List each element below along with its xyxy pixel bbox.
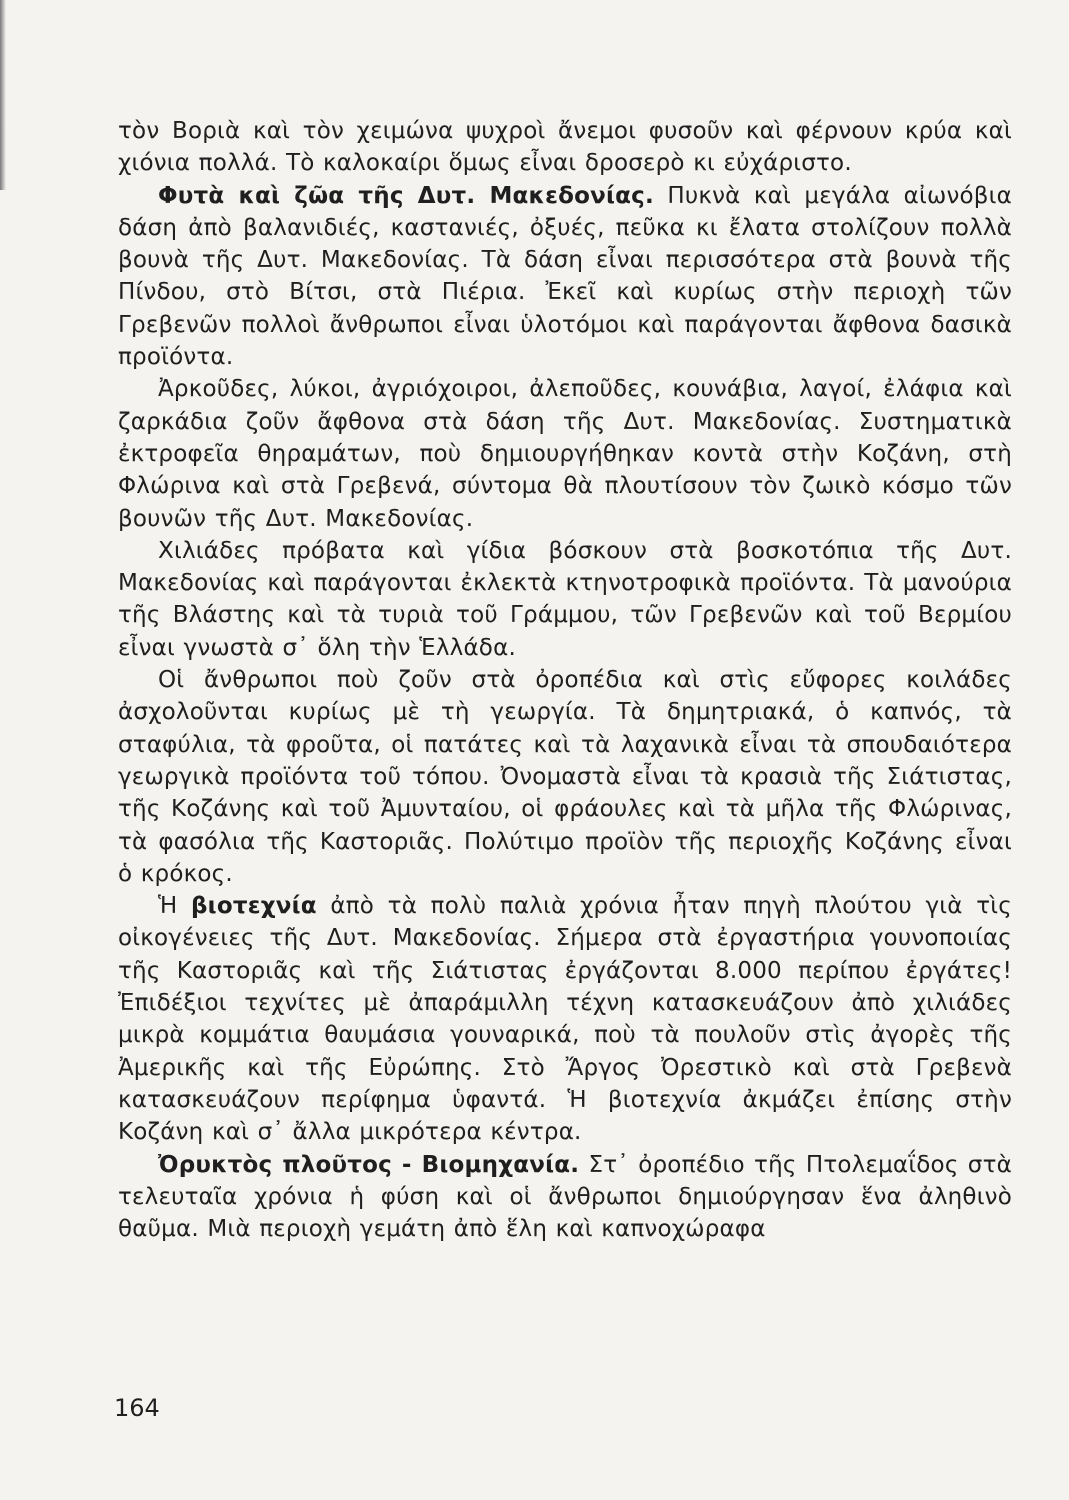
paragraph-intro <box>118 115 1012 180</box>
paragraph-text: Πυκνὰ καὶ μεγάλα αἰωνόβια δάση ἀπὸ βαλανιδιές, καστανιές, ὀξυές, πεῦκα κι ἔλατα στολίζουν πολλὰ βουνὰ τῆς Δυτ. Μακεδονίας. Τὰ δάση εἶναι περισσότερα στὰ βουνὰ τῆς Πίνδου, στὸ Βίτσι, στὰ Πιέρια. Ἐκεῖ καὶ κυρίως στὴν περιοχὴ τῶν Γρεβενῶν πολλοὶ ἄνθρωποι εἶναι ὑλοτόμοι καὶ παράγονται ἄφθονα δασικὰ προϊόντα. <box>118 182 1013 371</box>
paragraph-flora-fauna <box>118 180 1012 374</box>
paragraph-livestock <box>118 535 1012 664</box>
paragraph-industry <box>118 1149 1012 1246</box>
page-text <box>118 115 1012 1245</box>
paragraph-wildlife <box>118 373 1012 534</box>
section-heading-industry: Ὀρυκτὸς πλοῦτος - Βιομηχανία. <box>158 1151 580 1178</box>
scan-edge-shadow <box>0 0 6 190</box>
paragraph-text: Χιλιάδες πρόβατα καὶ γίδια βόσκουν στὰ βοσκοτόπια τῆς Δυτ. Μακεδονίας καὶ παράγονται ἐκλεκτὰ κτηνοτροφικὰ προϊόντα. Τὰ μανούρια τῆς Βλάστης καὶ τὰ τυριὰ τοῦ Γράμμου, τῶν Γρεβενῶν καὶ τοῦ Βερμίου εἶναι γνωστὰ σ᾿ ὅλη τὴν Ἑλλάδα. <box>118 537 1012 661</box>
paragraph-text: Ἀρκοῦδες, λύκοι, ἀγριόχοιροι, ἀλεποῦδες, κουνάβια, λαγοί, ἐλάφια καὶ ζαρκάδια ζοῦν ἄφθονα στὰ δάση τῆς Δυτ. Μακεδονίας. Συστηματικὰ ἐκτροφεῖα θηραμάτων, ποὺ δημιουργήθηκαν κοντὰ στὴν Κοζάνη, στὴ Φλώρινα καὶ στὰ Γρεβενά, σύντομα θὰ πλουτίσουν τὸν ζωικὸ κόσμο τῶν βουνῶν τῆς Δυτ. Μακεδονίας. <box>118 376 1012 532</box>
page-number: 164 <box>114 1394 160 1422</box>
paragraph-text-lead: Ἡ <box>158 893 192 920</box>
paragraph-crafts <box>118 890 1012 1148</box>
paragraph-text: ἀπὸ τὰ πολὺ παλιὰ χρόνια ἦταν πηγὴ πλούτου γιὰ τὶς οἰκογένειες τῆς Δυτ. Μακεδονίας. Σήμερα στὰ ἐργαστήρια γουνοποιίας τῆς Καστοριᾶς καὶ τῆς Σιάτιστας ἐργάζονται 8.000 περίπου ἐργάτες! Ἐπιδέξιοι τεχνίτες μὲ ἀπαράμιλλη τέχνη κατασκευάζουν ἀπὸ χιλιάδες μικρὰ κομμάτια θαυμάσια γουναρικά, ποὺ τὰ πουλοῦν στὶς ἀγορὲς τῆς Ἀμερικῆς καὶ τῆς Εὐρώπης. Στὸ Ἄργος Ὀρεστικὸ καὶ στὰ Γρεβενὰ κατασκευάζουν περίφημα ὑφαντά. Ἡ βιοτεχνία ἀκμάζει ἐπίσης στὴν Κοζάνη καὶ σ᾿ ἄλλα μικρότερα κέντρα. <box>118 893 1012 1146</box>
paragraph-agriculture <box>118 664 1012 890</box>
paragraph-text: τὸν Βοριὰ καὶ τὸν χειμώνα ψυχροὶ ἄνεμοι φυσοῦν καὶ φέρνουν κρύα καὶ χιόνια πολλά. Τὸ καλοκαίρι ὅμως εἶναι δροσερὸ κι εὐχάριστο. <box>118 118 1012 177</box>
section-heading-flora-fauna: Φυτὰ καὶ ζῶα τῆς Δυτ. Μακεδονίας. <box>158 182 654 209</box>
inline-heading-crafts: βιοτεχνία <box>191 893 317 920</box>
paragraph-text: Στ᾿ ὀροπέδιο τῆς Πτολεμαΐδος στὰ τελευταῖα χρόνια ἡ φύση καὶ οἱ ἄνθρωποι δημιούργησαν ἕνα ἀληθινὸ θαῦμα. Μιὰ περιοχὴ γεμάτη ἀπὸ ἕλη καὶ καπνοχώραφα <box>118 1151 1012 1243</box>
paragraph-text: Οἱ ἄνθρωποι ποὺ ζοῦν στὰ ὀροπέδια καὶ στὶς εὔφορες κοιλάδες ἀσχολοῦνται κυρίως μὲ τὴ γεωργία. Τὰ δημητριακά, ὁ καπνός, τὰ σταφύλια, τὰ φροῦτα, οἱ πατάτες καὶ τὰ λαχανικὰ εἶναι τὰ σπουδαιότερα γεωργικὰ προϊόντα τοῦ τόπου. Ὀνομαστὰ εἶναι τὰ κρασιὰ τῆς Σιάτιστας, τῆς Κοζάνης καὶ τοῦ Ἀμυνταίου, οἱ φράουλες καὶ τὰ μῆλα τῆς Φλώρινας, τὰ φασόλια τῆς Καστοριᾶς. Πολύτιμο προϊὸν τῆς περιοχῆς Κοζάνης εἶναι ὁ κρόκος. <box>118 667 1012 887</box>
